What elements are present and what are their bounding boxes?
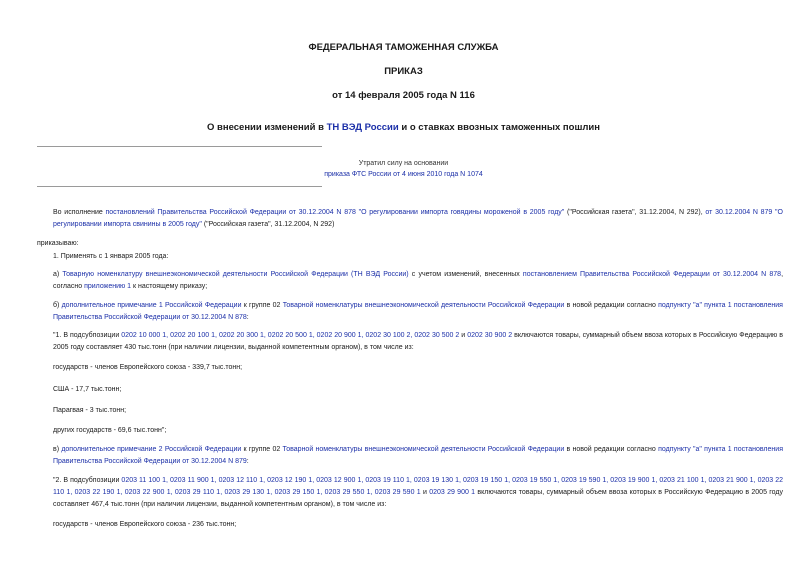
quota-usa: США - 17,7 тыс.тонн; — [53, 386, 122, 393]
decree-878-link[interactable]: постановлений Правительства Российской Федерации от 30.12.2004 N 878 "О регулировании импорта говядины мороженой в 2005 году" — [105, 209, 565, 216]
subitem-b-text-post: : — [246, 314, 249, 321]
quota-paraguay: Парагвая - 3 тыс.тонн; — [53, 407, 127, 414]
appendix-1-link[interactable]: приложению 1 — [84, 283, 132, 290]
subitem-c-text-mid2: в новой редакции согласно — [564, 446, 659, 453]
document-title — [0, 122, 807, 133]
quote-2-pre: "2. В подсубпозиции — [53, 477, 122, 484]
order-word: приказываю: — [37, 240, 79, 247]
additional-note-2-link[interactable]: дополнительное примечание 2 Российской Федерации — [61, 446, 242, 453]
preamble-paragraph — [37, 207, 783, 231]
subitem-c — [37, 444, 783, 468]
subitem-a — [37, 269, 783, 293]
beef-code-last-link[interactable]: 0202 30 900 2 — [467, 332, 513, 339]
title-text-post: и о ставках ввозных таможенных пошлин — [398, 122, 601, 133]
quote-2-post: включаются товары, суммарный объем ввоза которых в Российскую Федерацию в 2005 году составляет 467,4 тыс.тонн (при наличии лицензии, выданной компетентным органом), в том числе из: — [53, 489, 784, 508]
validity-note: Утратил силу на основании — [358, 160, 449, 167]
tn-ved-link[interactable]: ТН ВЭД России — [326, 122, 399, 133]
quote-2 — [37, 475, 783, 511]
nomenclature-link-b[interactable]: Товарной номенклатуры внешнеэкономической деятельности Российской Федерации — [282, 302, 565, 309]
subitem-b-text-mid: к группе 02 — [241, 302, 283, 309]
subitem-a-text-post: к настоящему приказу; — [131, 283, 208, 290]
beef-codes-link[interactable]: 0202 10 000 1, 0202 20 100 1, 0202 20 300 1, 0202 20 500 1, 0202 20 900 1, 0202 30 100 2, 0202 30 500 2 — [121, 332, 460, 339]
quota-others: других государств - 69,6 тыс.тонн"; — [53, 427, 167, 434]
preamble-text-b: ("Российская газета", 31.12.2004, N 292), — [564, 209, 706, 216]
quote-1-post: включаются товары, суммарный объем ввоза которых в Российскую Федерацию в 2005 году составляет 430 тыс.тонн (при наличии лицензии, выданной компетентным органом), в том числе из: — [53, 332, 783, 351]
preamble-text-c: ("Российская газета", 31.12.2004, N 292) — [201, 221, 335, 228]
subitem-a-label: а) — [53, 271, 63, 278]
validity-note-link-line — [0, 170, 807, 180]
divider-top — [37, 146, 322, 147]
revocation-order-link[interactable]: приказа ФТС России от 4 июня 2010 года N 1074 — [324, 171, 483, 178]
quota-eu-beef: государств - членов Европейского союза - 339,7 тыс.тонн; — [53, 364, 243, 371]
divider-bottom — [37, 186, 322, 187]
decree-879-subparagraph-link[interactable]: подпункту "а" пункта 1 постановления Правительства Российской Федерации от 30.12.2004 N 879 — [53, 446, 783, 465]
subitem-a-text-mid2: , согласно — [53, 271, 784, 290]
pork-codes-link[interactable]: 0203 11 100 1, 0203 11 900 1, 0203 12 110 1, 0203 12 190 1, 0203 12 900 1, 0203 19 110 1, 0203 19 130 1, 0203 19 150 1, 0203 19 550 1, 0203 19 590 1, 0203 19 900 1, 0203 21 100 1, 0203 21 900 1, 0203 22 110 1, 0203 22 190 1, 0203 22 900 1, 0203 29 110 1, 0203 29 130 1, 0203 29 150 1, 0203 29 550 1, 0203 29 590 1 — [53, 477, 783, 496]
title-text-pre: О внесении изменений в — [206, 122, 327, 133]
subitem-b — [37, 300, 783, 324]
subitem-c-text-post: : — [246, 458, 249, 465]
tn-ved-nomenclature-link[interactable]: Товарную номенклатуру внешнеэкономической деятельности Российской Федерации (ТН ВЭД России) — [62, 271, 409, 278]
quota-eu-pork: государств - членов Европейского союза - 236 тыс.тонн; — [53, 521, 237, 528]
subitem-b-label: б) — [53, 302, 62, 309]
item-1: 1. Применять с 1 января 2005 года: — [53, 253, 169, 260]
subitem-b-text-mid2: в новой редакции согласно — [564, 302, 659, 309]
quote-1-pre: "1. В подсубпозиции — [53, 332, 122, 339]
subitem-c-label: в) — [53, 446, 62, 453]
decree-879-link[interactable]: от 30.12.2004 N 879 "О регулировании импорта свинины в 2005 году" — [53, 209, 783, 228]
additional-note-1-link[interactable]: дополнительное примечание 1 Российской Федерации — [61, 302, 242, 309]
document-date-number: от 14 февраля 2005 года N 116 — [332, 90, 475, 101]
preamble-text-a: Во исполнение — [53, 209, 106, 216]
quote-1-and: и — [459, 332, 468, 339]
subitem-a-text-mid: с учетом изменений, внесенных — [408, 271, 523, 278]
quote-2-and: и — [420, 489, 430, 496]
nomenclature-link-c[interactable]: Товарной номенклатуры внешнеэкономической деятельности Российской Федерации — [282, 446, 565, 453]
pork-code-last-link[interactable]: 0203 29 900 1 — [429, 489, 476, 496]
agency-name: ФЕДЕРАЛЬНАЯ ТАМОЖЕННАЯ СЛУЖБА — [308, 42, 499, 53]
subitem-c-text-mid: к группе 02 — [241, 446, 283, 453]
document-type: ПРИКАЗ — [384, 66, 423, 77]
decree-878-link-2[interactable]: постановлением Правительства Российской Федерации от 30.12.2004 N 878 — [522, 271, 782, 278]
quote-1 — [37, 330, 783, 354]
decree-878-subparagraph-link[interactable]: подпункту "а" пункта 1 постановления Правительства Российской Федерации от 30.12.2004 N 878 — [53, 302, 783, 321]
